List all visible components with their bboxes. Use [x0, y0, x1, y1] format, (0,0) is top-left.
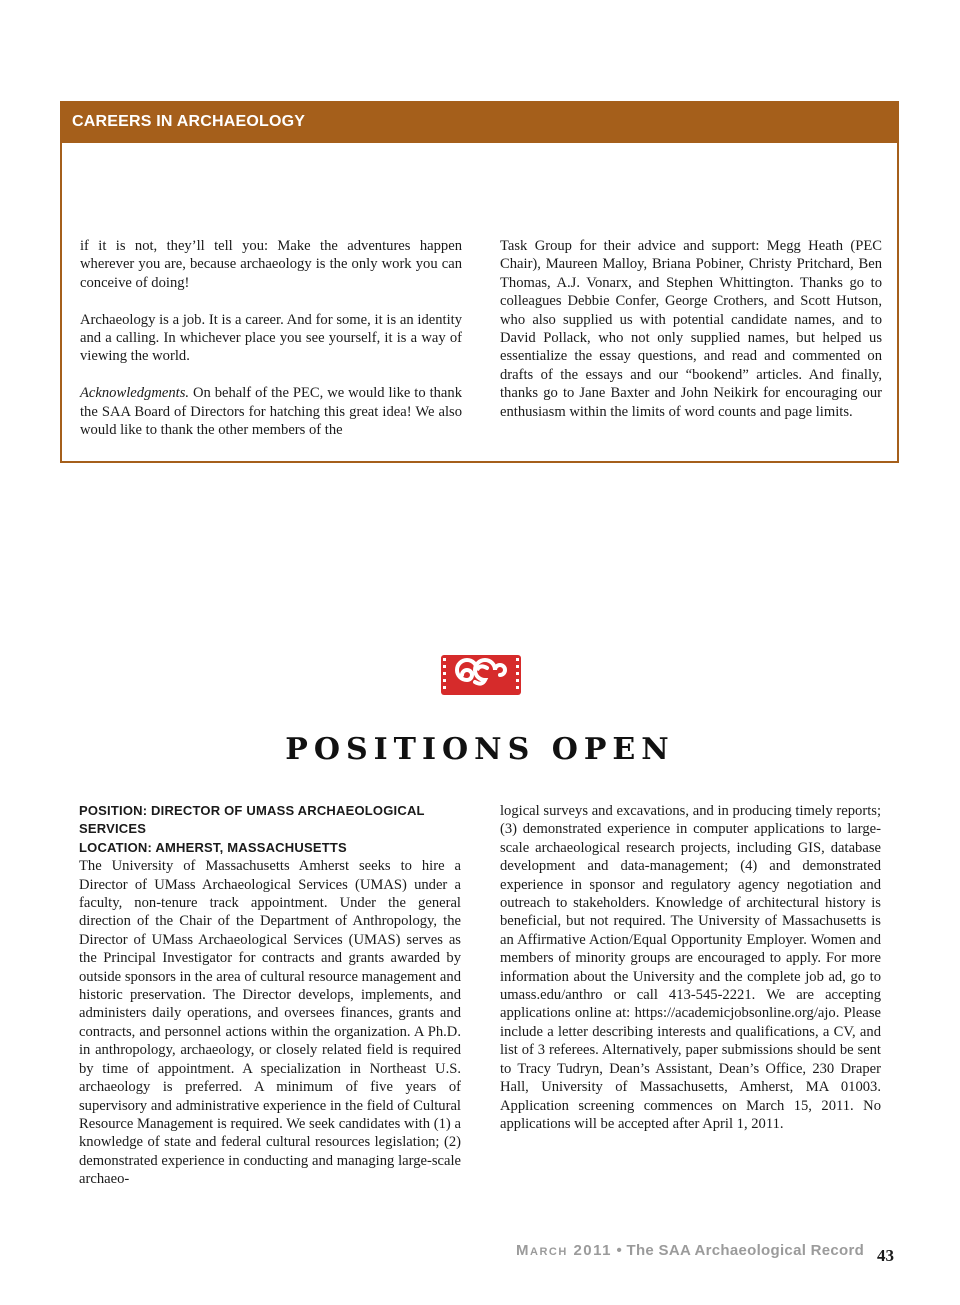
job-description: The University of Massachusetts Amherst seeks to hire a Director of UMass Archaeological Services (UMAS) under a faculty, non-tenure track appointment. Under the general direction of the Chair of the Department of Anthropology, the Director of UMass Archaeological Services (UMAS) serves as the Principal Investigator for contracts and grants awarded by outside sponsors in the area of cultural resource management and historic preservation. The Director develops, implements, and administers daily operations, and oversees finances, grants and contracts, and personnel actions within the organization. A Ph.D. in anthropology, archaeology, or closely related field is required by time of appointment. A specialization in Northeast U.S. archaeology is preferred. A minimum of five years of supervisory and administrative experience in the field of Cultural Resource Management is required. We seek candidates with (1) a knowledge of state and federal cultural resources legislation; (2) demonstrated experience in conducting and managing large-scale archaeo- — [79, 858, 461, 1188]
job-right-column — [500, 802, 881, 1133]
position-heading: POSITION: DIRECTOR OF UMASS ARCHAEOLOGICAL SERVICES — [79, 803, 425, 837]
footer-journal: The SAA Archaeological Record — [626, 1242, 865, 1259]
sidebar-right-column — [500, 237, 882, 421]
footer-separator: • — [611, 1242, 627, 1259]
sidebar-paragraph: if it is not, they’ll tell you: Make the adventures happen wherever you are, because archaeology is the only work you can conceive of doing! — [80, 238, 462, 291]
section-title: POSITIONS OPEN — [285, 732, 675, 767]
spiral-ornament-icon — [440, 654, 522, 696]
acknowledgments-text: On behalf of the PEC, we would like to thank the SAA Board of Directors for hatching this great idea! We also would like to thank the other members of the — [80, 385, 462, 439]
page-footer — [516, 1242, 864, 1259]
sidebar-paragraph: Task Group for their advice and support: Megg Heath (PEC Chair), Maureen Malloy, Briana Pobiner, Christy Pritchard, Ben Thomas, A.J. Vonarx, and Stephen Whittington. Thanks go to colleagues Debbie Confer, George Crothers, and Scott Hutson, who also supplied us with potential candidate names, and to David Pollack, who not only supplied names, but helped us essentialize the essay questions, and read and commented on drafts of the essays and our “bookend” articles. And finally, thanks go to Jane Baxter and John Neikirk for encouraging our enthusiasm within the limits of word counts and page limits. — [500, 238, 882, 420]
sidebar-header: CAREERS IN ARCHAEOLOGY — [62, 103, 897, 143]
sidebar-left-column — [80, 237, 462, 439]
careers-sidebar-box — [60, 101, 899, 463]
page-number: 43 — [877, 1246, 894, 1265]
job-left-column — [79, 802, 461, 1189]
location-heading: LOCATION: AMHERST, MASSACHUSETTS — [79, 839, 347, 855]
sidebar-paragraph: Archaeology is a job. It is a career. And for some, it is an identity and a calling. In whichever place you see yourself, it is a way of viewing the world. — [80, 311, 462, 365]
acknowledgments-label: Acknowledgments. — [80, 385, 190, 402]
acknowledgments-paragraph — [80, 384, 462, 439]
footer-month: March 2011 — [516, 1242, 612, 1259]
job-description-continued: logical surveys and excavations, and in producing timely reports; (3) demonstrated experience in computer applications to large-scale archaeological research projects, including GIS, database development and data-management; (4) and demonstrated experience in sponsor and regulatory agency negotiation and outreach to stakeholders. Knowledge of architectural history is beneficial, but not required. The University of Massachusetts is an Affirmative Action/Equal Opportunity Employer. Women and members of minority groups are encouraged to apply. For more information about the University and the complete job ad, go to umass.edu/anthro or call 413-545-2221. We are accepting applications online at: https://academicjobsonline.org/ajo. Please include a letter describing interests and qualifications, a CV, and list of 3 referees. Alternatively, paper submissions should be sent to Tracy Tudryn, Dean’s Assistant, Dean’s Office, 230 Draper Hall, University of Massachusetts, Amherst, MA 01003. Application screening commences on March 15, 2011. No applications will be accepted after April 1, 2011. — [500, 803, 881, 1132]
